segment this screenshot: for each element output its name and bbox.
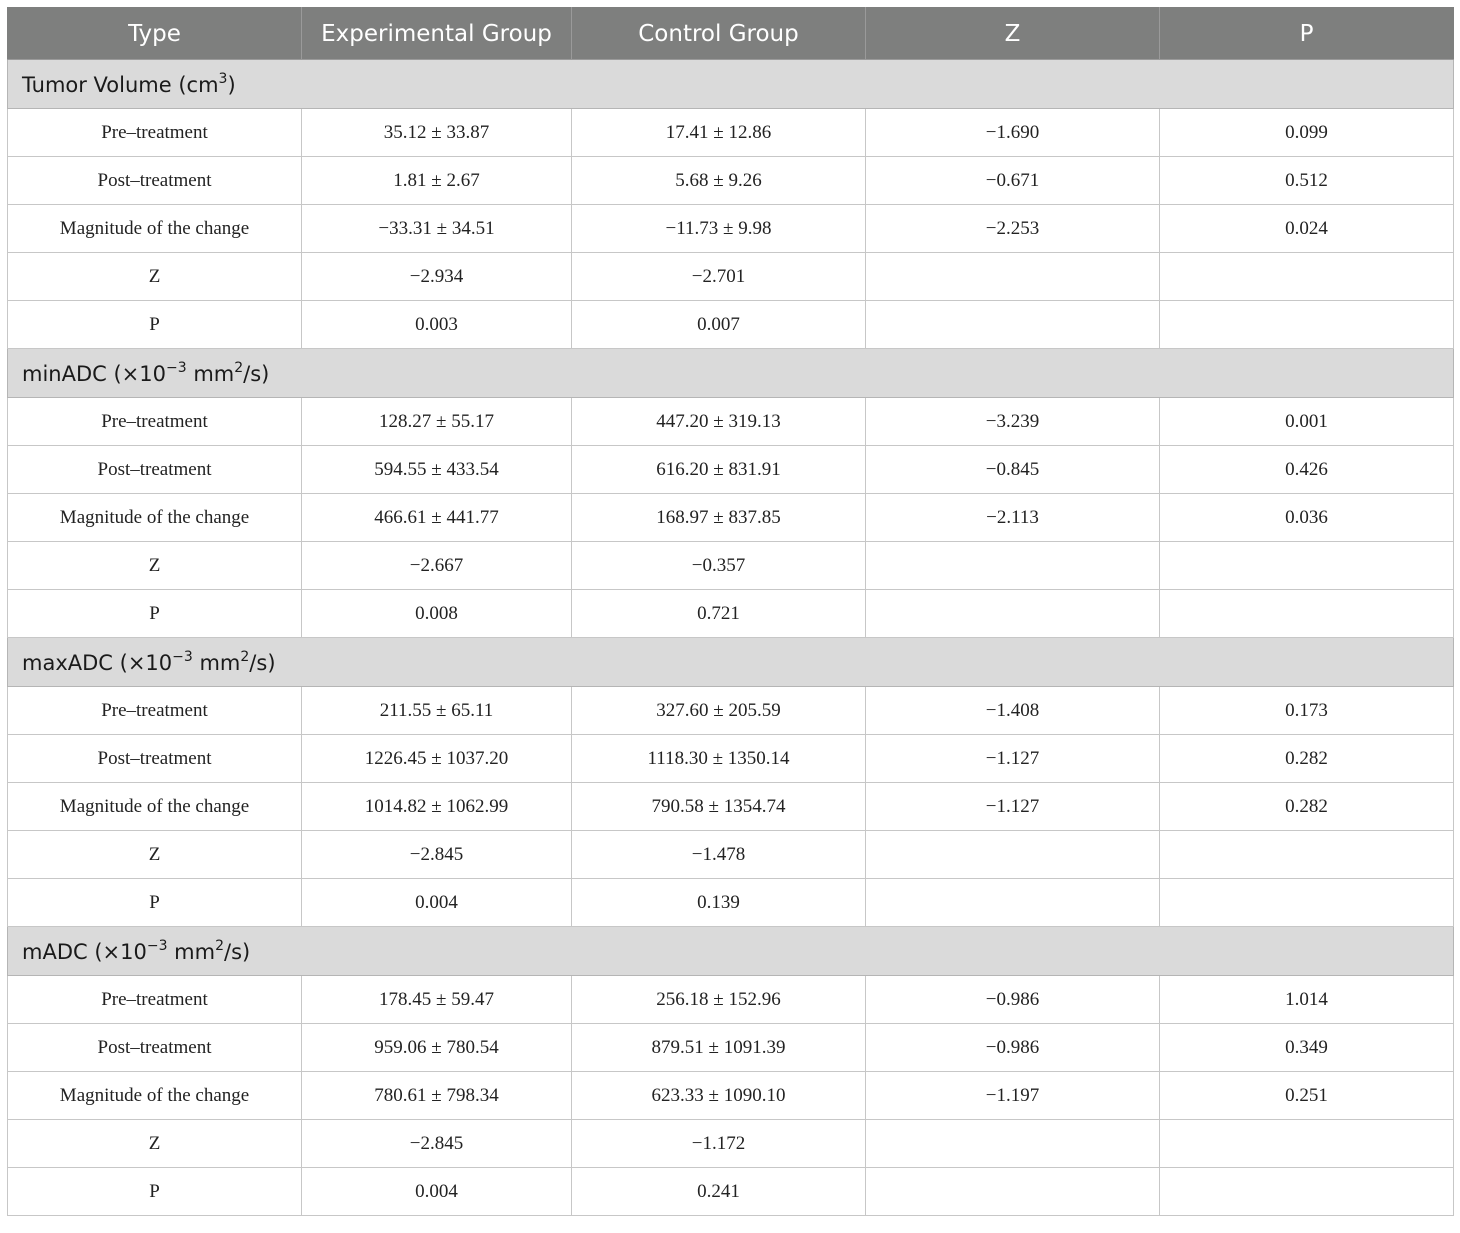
table-row bbox=[8, 1168, 1454, 1216]
cell-z bbox=[866, 542, 1160, 590]
cell-control: 327.60 ± 205.59 bbox=[572, 687, 866, 735]
section-title-superscript: 2 bbox=[240, 648, 250, 665]
table-body bbox=[8, 60, 1454, 1216]
cell-type: Pre–treatment bbox=[8, 398, 302, 446]
cell-p: 0.426 bbox=[1160, 446, 1454, 494]
cell-p: 0.512 bbox=[1160, 157, 1454, 205]
data-table bbox=[7, 7, 1454, 1216]
cell-p bbox=[1160, 831, 1454, 879]
cell-z: −0.986 bbox=[866, 1024, 1160, 1072]
section-title-superscript: −3 bbox=[172, 648, 193, 665]
table-row bbox=[8, 831, 1454, 879]
cell-z: −1.127 bbox=[866, 735, 1160, 783]
cell-experimental: −2.845 bbox=[302, 831, 572, 879]
section-row bbox=[8, 927, 1454, 976]
table-row bbox=[8, 976, 1454, 1024]
cell-p: 0.282 bbox=[1160, 783, 1454, 831]
section-title-superscript: −3 bbox=[146, 937, 168, 954]
cell-control: −0.357 bbox=[572, 542, 866, 590]
cell-experimental: 1226.45 ± 1037.20 bbox=[302, 735, 572, 783]
cell-z: −2.113 bbox=[866, 494, 1160, 542]
cell-experimental: −2.845 bbox=[302, 1120, 572, 1168]
cell-z: −3.239 bbox=[866, 398, 1160, 446]
cell-type: Z bbox=[8, 831, 302, 879]
table-row bbox=[8, 735, 1454, 783]
header-row bbox=[8, 8, 1454, 60]
cell-control: 616.20 ± 831.91 bbox=[572, 446, 866, 494]
table-row bbox=[8, 446, 1454, 494]
section-title-superscript: 3 bbox=[218, 70, 228, 87]
table-row bbox=[8, 1024, 1454, 1072]
section-title-text: Tumor Volume (cm bbox=[22, 72, 219, 97]
section-title-text: mm bbox=[186, 361, 235, 386]
header-z: Z bbox=[866, 8, 1160, 60]
cell-type: P bbox=[8, 879, 302, 927]
table-row bbox=[8, 301, 1454, 349]
section-row bbox=[8, 349, 1454, 398]
cell-p bbox=[1160, 1168, 1454, 1216]
table-row bbox=[8, 879, 1454, 927]
section-title bbox=[8, 60, 1454, 109]
cell-p bbox=[1160, 879, 1454, 927]
section-title-text: minADC (×10 bbox=[22, 361, 166, 386]
cell-z: −1.197 bbox=[866, 1072, 1160, 1120]
section-title-text: /s) bbox=[243, 361, 270, 386]
header-type: Type bbox=[8, 8, 302, 60]
cell-experimental: 0.003 bbox=[302, 301, 572, 349]
section-title-text: /s) bbox=[224, 939, 251, 964]
cell-z: −0.845 bbox=[866, 446, 1160, 494]
cell-control: −1.478 bbox=[572, 831, 866, 879]
cell-p: 0.251 bbox=[1160, 1072, 1454, 1120]
cell-type: Pre–treatment bbox=[8, 976, 302, 1024]
cell-control: 1118.30 ± 1350.14 bbox=[572, 735, 866, 783]
cell-experimental: 780.61 ± 798.34 bbox=[302, 1072, 572, 1120]
cell-control: 0.721 bbox=[572, 590, 866, 638]
cell-type: P bbox=[8, 590, 302, 638]
cell-p bbox=[1160, 1120, 1454, 1168]
table-row bbox=[8, 398, 1454, 446]
cell-p bbox=[1160, 301, 1454, 349]
cell-p bbox=[1160, 253, 1454, 301]
table-header bbox=[8, 8, 1454, 60]
cell-type: Z bbox=[8, 542, 302, 590]
cell-control: −11.73 ± 9.98 bbox=[572, 205, 866, 253]
cell-control: 17.41 ± 12.86 bbox=[572, 109, 866, 157]
section-row bbox=[8, 60, 1454, 109]
section-title-superscript: 2 bbox=[234, 359, 244, 376]
header-control-group: Control Group bbox=[572, 8, 866, 60]
cell-z: −1.127 bbox=[866, 783, 1160, 831]
cell-type: Post–treatment bbox=[8, 157, 302, 205]
cell-z bbox=[866, 301, 1160, 349]
section-title-text: /s) bbox=[249, 650, 276, 675]
section-title bbox=[8, 927, 1454, 976]
cell-control: 0.007 bbox=[572, 301, 866, 349]
cell-experimental: −33.31 ± 34.51 bbox=[302, 205, 572, 253]
section-title-text: mADC (×10 bbox=[22, 939, 147, 964]
cell-type: Pre–treatment bbox=[8, 687, 302, 735]
section-title-text: ) bbox=[227, 72, 236, 97]
cell-type: Z bbox=[8, 253, 302, 301]
cell-control: −1.172 bbox=[572, 1120, 866, 1168]
table-row bbox=[8, 1120, 1454, 1168]
cell-control: 879.51 ± 1091.39 bbox=[572, 1024, 866, 1072]
cell-type: Post–treatment bbox=[8, 1024, 302, 1072]
cell-z bbox=[866, 831, 1160, 879]
cell-control: 623.33 ± 1090.10 bbox=[572, 1072, 866, 1120]
cell-p: 0.036 bbox=[1160, 494, 1454, 542]
cell-p: 0.349 bbox=[1160, 1024, 1454, 1072]
section-title-text: maxADC (×10 bbox=[22, 650, 173, 675]
cell-experimental: −2.667 bbox=[302, 542, 572, 590]
cell-experimental: 0.008 bbox=[302, 590, 572, 638]
section-title-superscript: −3 bbox=[166, 359, 187, 376]
cell-control: 168.97 ± 837.85 bbox=[572, 494, 866, 542]
cell-z bbox=[866, 253, 1160, 301]
table-row bbox=[8, 783, 1454, 831]
section-title-text: mm bbox=[192, 650, 241, 675]
table-row bbox=[8, 590, 1454, 638]
cell-z bbox=[866, 1120, 1160, 1168]
cell-experimental: 959.06 ± 780.54 bbox=[302, 1024, 572, 1072]
section-title-superscript: 2 bbox=[215, 937, 224, 954]
cell-z bbox=[866, 1168, 1160, 1216]
cell-p: 0.282 bbox=[1160, 735, 1454, 783]
cell-control: 0.139 bbox=[572, 879, 866, 927]
section-title bbox=[8, 349, 1454, 398]
cell-control: 0.241 bbox=[572, 1168, 866, 1216]
cell-p: 0.173 bbox=[1160, 687, 1454, 735]
cell-z: −0.986 bbox=[866, 976, 1160, 1024]
section-title-text: mm bbox=[167, 939, 216, 964]
cell-experimental: 128.27 ± 55.17 bbox=[302, 398, 572, 446]
cell-z bbox=[866, 879, 1160, 927]
table-row bbox=[8, 542, 1454, 590]
cell-type: Magnitude of the change bbox=[8, 205, 302, 253]
cell-type: P bbox=[8, 301, 302, 349]
cell-p: 0.001 bbox=[1160, 398, 1454, 446]
table-row bbox=[8, 109, 1454, 157]
cell-control: 790.58 ± 1354.74 bbox=[572, 783, 866, 831]
table-row bbox=[8, 1072, 1454, 1120]
cell-experimental: 211.55 ± 65.11 bbox=[302, 687, 572, 735]
cell-p: 0.024 bbox=[1160, 205, 1454, 253]
cell-type: Post–treatment bbox=[8, 446, 302, 494]
header-p: P bbox=[1160, 8, 1454, 60]
cell-control: 447.20 ± 319.13 bbox=[572, 398, 866, 446]
section-title bbox=[8, 638, 1454, 687]
cell-p: 1.014 bbox=[1160, 976, 1454, 1024]
cell-type: P bbox=[8, 1168, 302, 1216]
cell-type: Magnitude of the change bbox=[8, 1072, 302, 1120]
table-row bbox=[8, 253, 1454, 301]
cell-experimental: 0.004 bbox=[302, 1168, 572, 1216]
cell-experimental: 594.55 ± 433.54 bbox=[302, 446, 572, 494]
cell-z: −1.408 bbox=[866, 687, 1160, 735]
cell-control: 256.18 ± 152.96 bbox=[572, 976, 866, 1024]
table-row bbox=[8, 205, 1454, 253]
section-row bbox=[8, 638, 1454, 687]
cell-type: Magnitude of the change bbox=[8, 494, 302, 542]
cell-p bbox=[1160, 590, 1454, 638]
cell-type: Z bbox=[8, 1120, 302, 1168]
cell-control: −2.701 bbox=[572, 253, 866, 301]
cell-z: −2.253 bbox=[866, 205, 1160, 253]
cell-experimental: 466.61 ± 441.77 bbox=[302, 494, 572, 542]
table-row bbox=[8, 687, 1454, 735]
table-row bbox=[8, 494, 1454, 542]
cell-experimental: 35.12 ± 33.87 bbox=[302, 109, 572, 157]
cell-experimental: 178.45 ± 59.47 bbox=[302, 976, 572, 1024]
cell-experimental: 0.004 bbox=[302, 879, 572, 927]
cell-type: Post–treatment bbox=[8, 735, 302, 783]
cell-experimental: −2.934 bbox=[302, 253, 572, 301]
cell-p bbox=[1160, 542, 1454, 590]
header-experimental-group: Experimental Group bbox=[302, 8, 572, 60]
cell-z: −0.671 bbox=[866, 157, 1160, 205]
cell-p: 0.099 bbox=[1160, 109, 1454, 157]
cell-control: 5.68 ± 9.26 bbox=[572, 157, 866, 205]
table-row bbox=[8, 157, 1454, 205]
cell-type: Magnitude of the change bbox=[8, 783, 302, 831]
cell-experimental: 1.81 ± 2.67 bbox=[302, 157, 572, 205]
cell-type: Pre–treatment bbox=[8, 109, 302, 157]
cell-experimental: 1014.82 ± 1062.99 bbox=[302, 783, 572, 831]
cell-z: −1.690 bbox=[866, 109, 1160, 157]
cell-z bbox=[866, 590, 1160, 638]
